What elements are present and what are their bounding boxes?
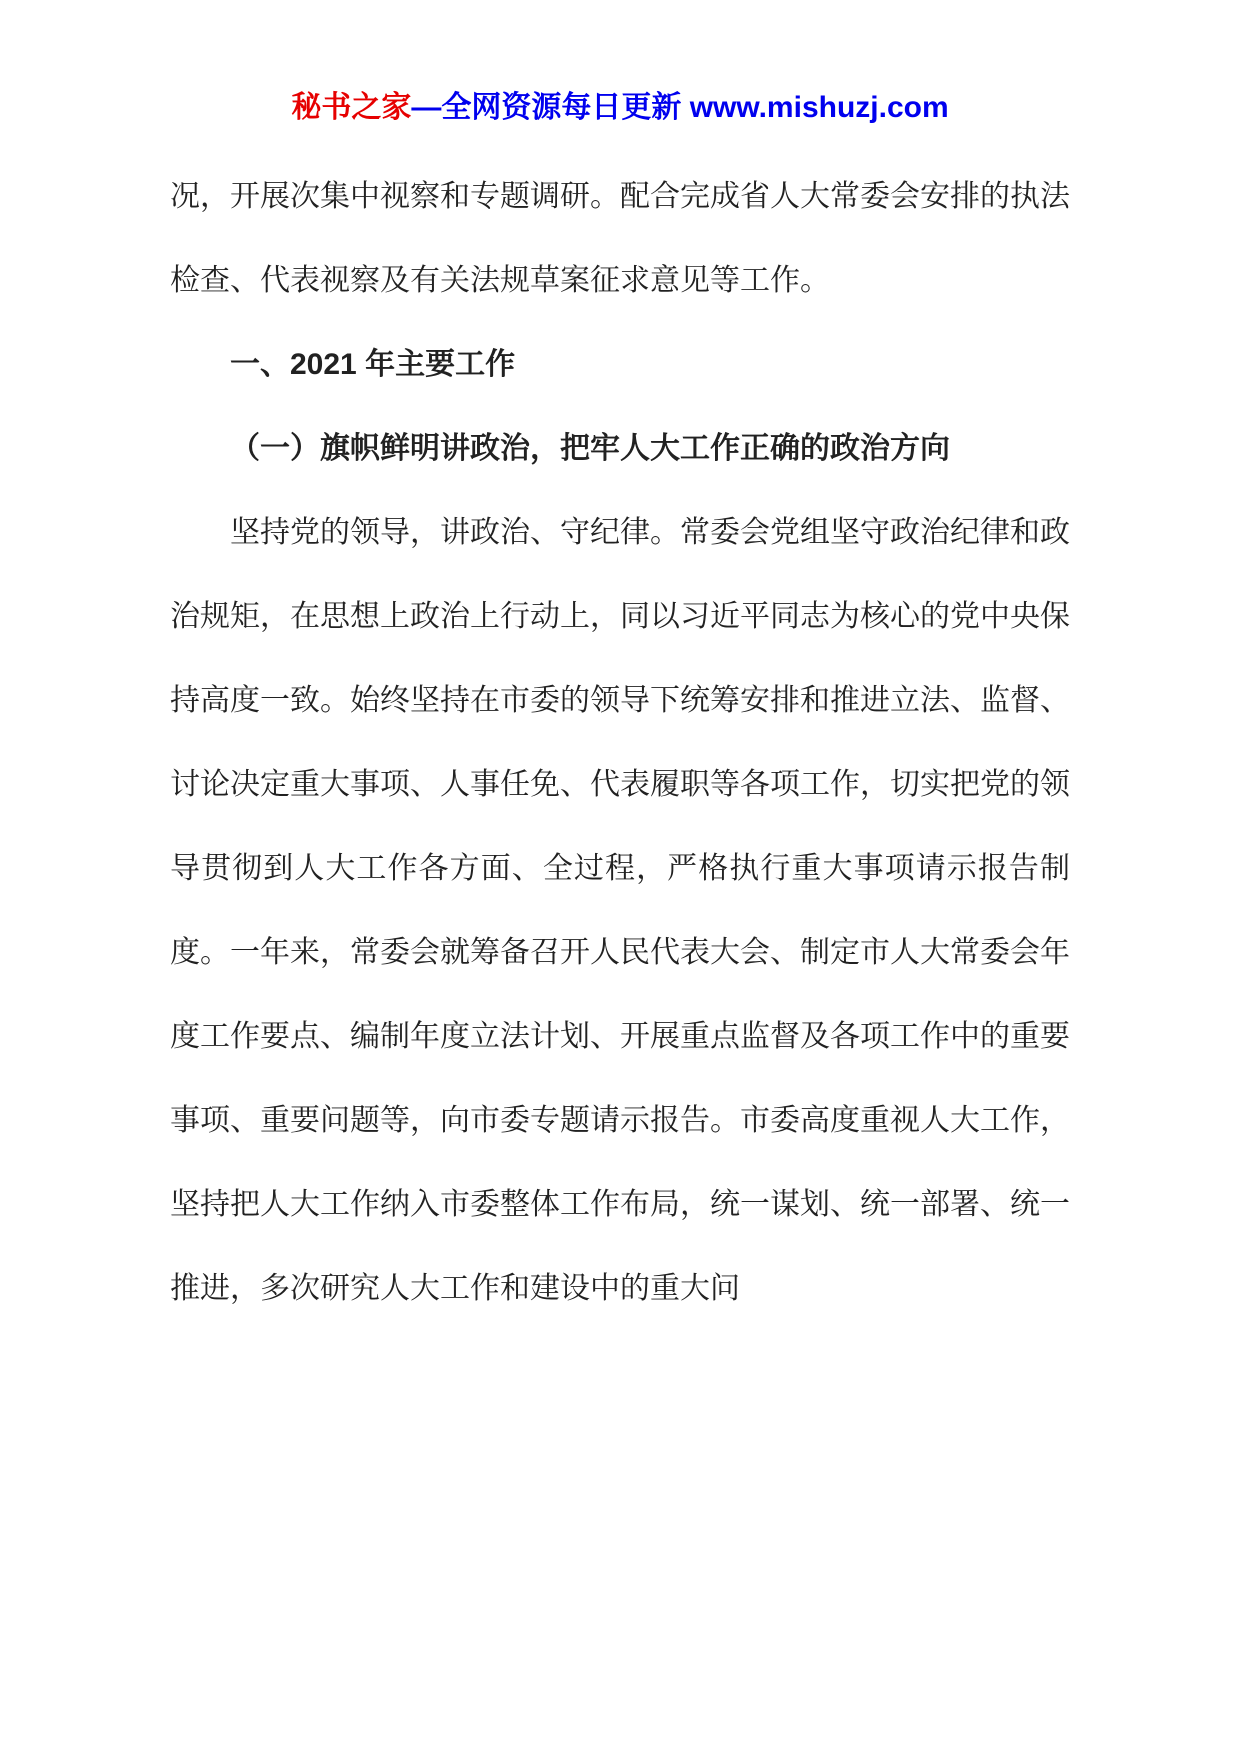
site-url-link[interactable]: www.mishuzj.com bbox=[689, 91, 949, 124]
document-header bbox=[170, 88, 1070, 127]
document-body bbox=[170, 155, 1070, 1331]
paragraph-continuation: 况，开展次集中视察和专题调研。配合完成省人大常委会安排的执法检查、代表视察及有关法规草案征求意见等工作。 bbox=[170, 180, 1070, 297]
paragraph-body-politics: 坚持党的领导，讲政治、守纪律。常委会党组坚守政治纪律和政治规矩，在思想上政治上行动上，同以习近平同志为核心的党中央保持高度一致。始终坚持在市委的领导下统筹安排和推进立法、监督、讨论决定重大事项、人事任免、代表履职等各项工作，切实把党的领导贯彻到人大工作各方面、全过程，严格执行重大事项请示报告制度。一年来，常委会就筹备召开人民代表大会、制定市人大常委会年度工作要点、编制年度立法计划、开展重点监督及各项工作中的重要事项、重要问题等，向市委专题请示报告。市委高度重视人大工作，坚持把人大工作纳入市委整体工作布局，统一谋划、统一部署、统一推进，多次研究人大工作和建设中的重大问 bbox=[170, 516, 1070, 1305]
section-heading-main-work: 一、2021 年主要工作 bbox=[230, 348, 516, 381]
site-tagline: —全网资源每日更新 bbox=[411, 91, 690, 124]
subsection-heading-politics: （一）旗帜鲜明讲政治，把牢人大工作正确的政治方向 bbox=[230, 432, 950, 465]
site-brand: 秘书之家 bbox=[291, 91, 412, 124]
